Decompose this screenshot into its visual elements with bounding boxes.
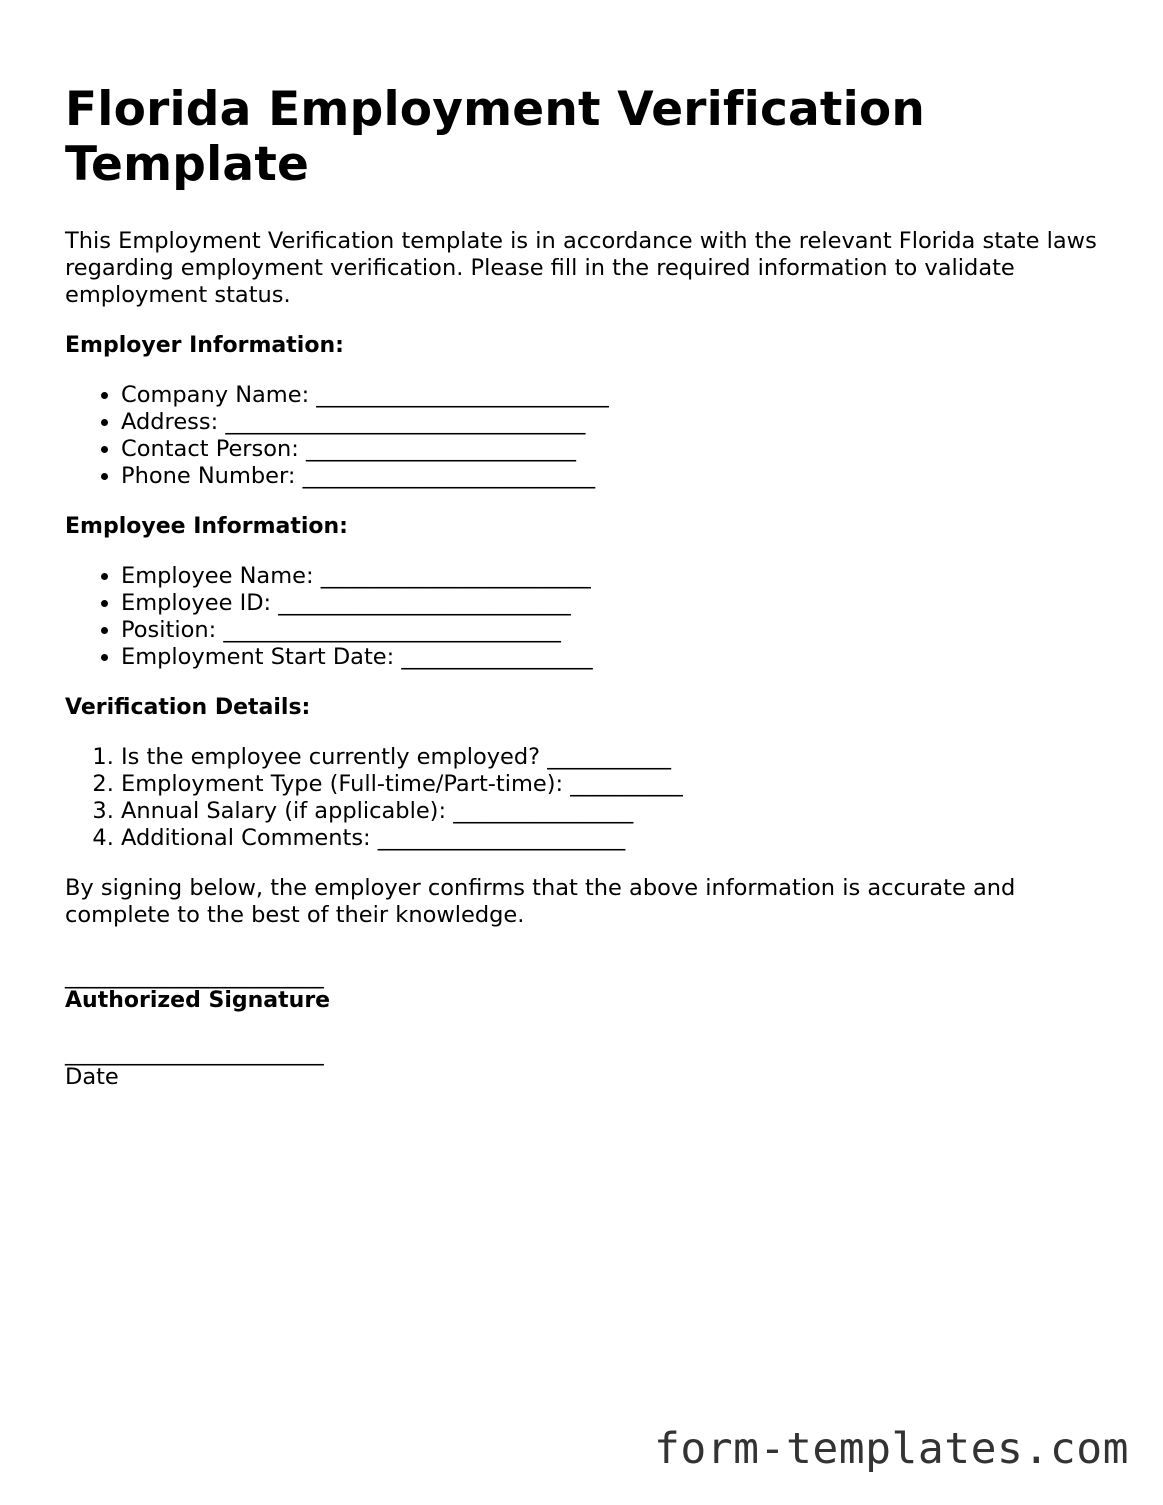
verification-section-heading: Verification Details: bbox=[65, 695, 311, 720]
verification-items-list bbox=[65, 744, 1105, 852]
employer-field-contact-person: • Contact Person: ________________________ bbox=[121, 436, 1105, 463]
employee-fields-list bbox=[65, 563, 1105, 671]
employer-field-address: • Address: ________________________________ bbox=[121, 409, 1105, 436]
employee-field-name: • Employee Name: ________________________ bbox=[121, 563, 1105, 590]
date-line: _______________________ bbox=[65, 1040, 324, 1066]
closing-statement: By signing below, the employer confirms that the above information is accurate and complete to the best of their knowledge. bbox=[65, 875, 1016, 928]
employee-section-heading: Employee Information: bbox=[65, 514, 348, 539]
employee-field-id: • Employee ID: __________________________ bbox=[121, 590, 1105, 617]
verification-item-annual-salary: 3. Annual Salary (if applicable): ________________ bbox=[121, 798, 1105, 825]
date-label: Date bbox=[65, 1064, 119, 1090]
verification-item-currently-employed: 1. Is the employee currently employed? ___________ bbox=[121, 744, 1105, 771]
verification-item-additional-comments: 4. Additional Comments: ______________________ bbox=[121, 825, 1105, 852]
date-block bbox=[65, 1042, 1105, 1091]
employer-field-phone-number: • Phone Number: __________________________ bbox=[121, 463, 1105, 490]
employee-field-start-date: • Employment Start Date: _________________ bbox=[121, 644, 1105, 671]
page-title: Florida Employment Verification Template bbox=[65, 82, 926, 192]
employer-field-company-name: • Company Name: __________________________ bbox=[121, 382, 1105, 409]
intro-paragraph: This Employment Verification template is in accordance with the relevant Florida state laws regarding employment verification. Please fill in the required information to validate employment status. bbox=[65, 228, 1097, 308]
watermark: form-templates.com bbox=[654, 1424, 1129, 1474]
document-page bbox=[65, 82, 1105, 1091]
signature-label: Authorized Signature bbox=[65, 988, 331, 1013]
employer-section-heading: Employer Information: bbox=[65, 333, 344, 358]
signature-line: _______________________ bbox=[65, 963, 324, 989]
verification-item-employment-type: 2. Employment Type (Full-time/Part-time): __________ bbox=[121, 771, 1105, 798]
signature-block bbox=[65, 965, 1105, 1014]
employee-field-position: • Position: ______________________________ bbox=[121, 617, 1105, 644]
employer-fields-list bbox=[65, 382, 1105, 490]
